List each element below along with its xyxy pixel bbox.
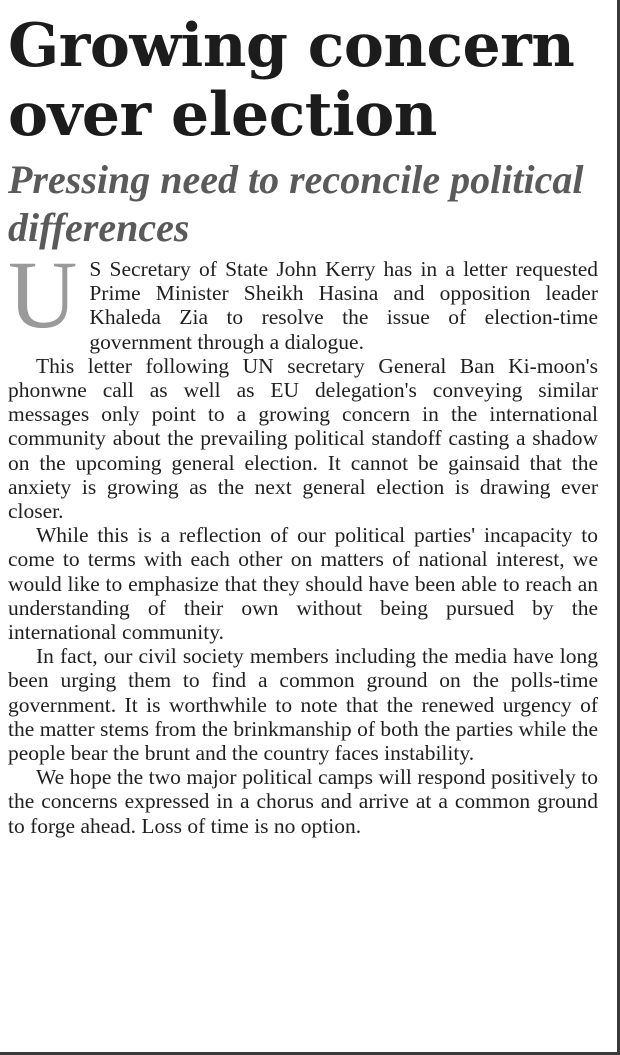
drop-cap: U (8, 241, 78, 348)
headline: Growing concern over election (8, 11, 575, 150)
paragraph-5: We hope the two major political camps will respond positively to the concerns expressed in a chorus and arrive at a common ground to forge ahead. Loss of time is no option. (8, 765, 598, 838)
paragraph-4: In fact, our civil society members including the media have long been urging them to find a common ground on the polls-time government. It is worthwhile to note that the renewed urgency of the matter stems from the brinkmanship of both the parties while the people bear the brunt and the country faces instability. (8, 644, 598, 766)
subheadline: Pressing need to reconcile political differences (8, 157, 584, 250)
article (8, 12, 598, 838)
paragraph-1 (8, 241, 598, 354)
paragraph-3: While this is a reflection of our political parties' incapacity to come to terms with each other on matters of national interest, we would like to emphasize that they should have been able to reach an understanding of their own without being pursued by the international community. (8, 523, 598, 645)
paragraph-2: This letter following UN secretary General Ban Ki-moon's phonwne call as well as EU delegation's conveying similar messages only point to a growing concern in the international community about the prevailing political standoff casting a shadow on the upcoming general election. It cannot be gainsaid that the anxiety is growing as the next general election is drawing ever closer. (8, 353, 598, 524)
article-body (8, 241, 598, 838)
paragraph-1-text: S Secretary of State John Kerry has in a letter requested Prime Minister Sheikh Hasina and opposition leader Khaleda Zia to resolve the issue of election-time government through a dialogue. (89, 257, 598, 354)
